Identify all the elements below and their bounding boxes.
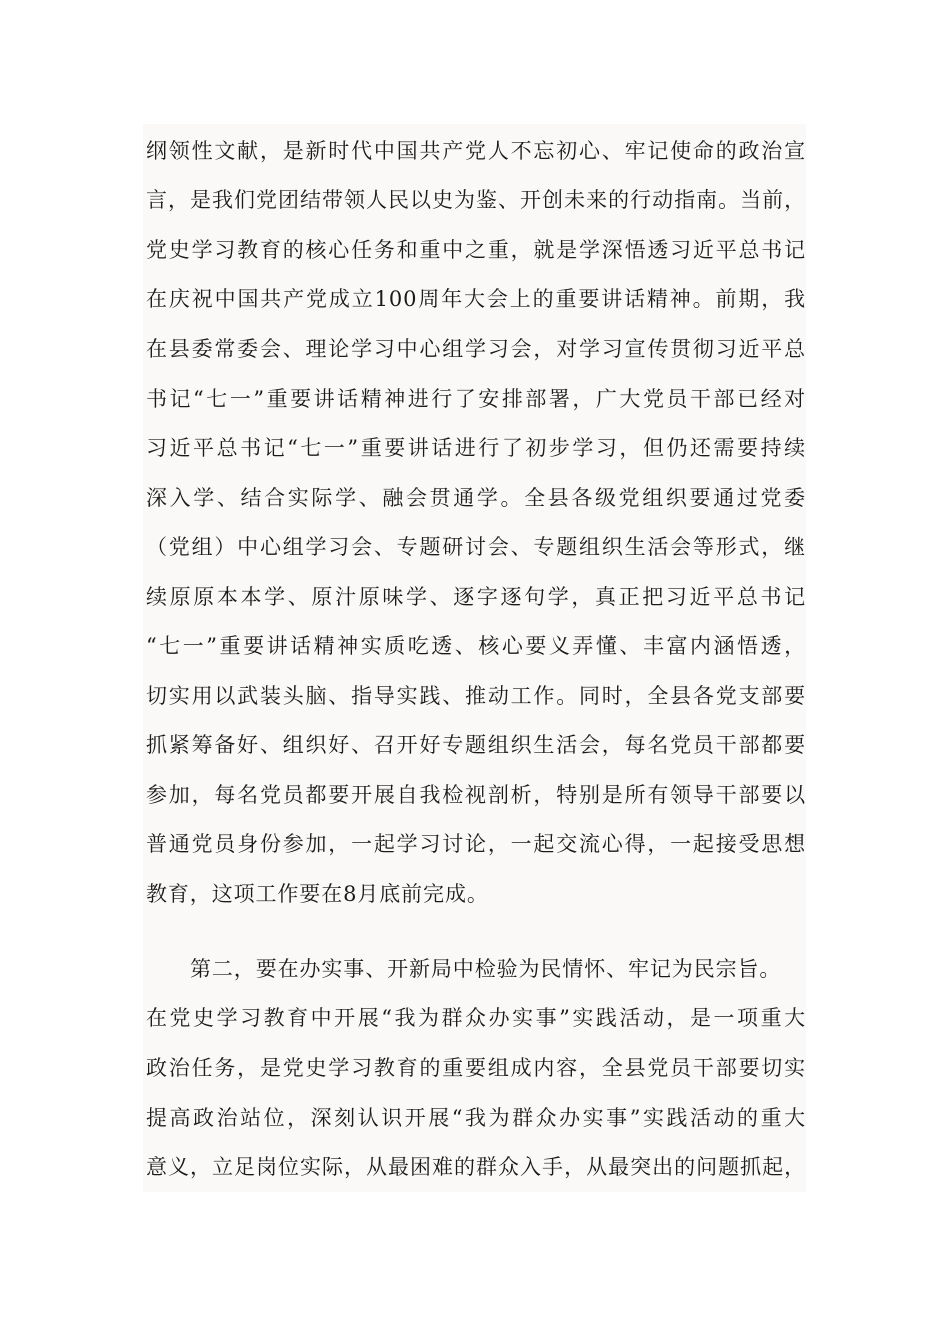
paragraph1-line-6: 书记“七一”重要讲话精神进行了安排部署，广大党员干部已经对 (146, 387, 806, 411)
paragraph1-line-9: （党组）中心组学习会、专题研讨会、专题组织生活会等形式，继 (146, 535, 806, 559)
paragraph2-line-5: 意义，立足岗位实际，从最困难的群众入手，从最突出的问题抓起， (146, 1155, 806, 1179)
paragraph2-line-3: 政治任务，是党史学习教育的重要组成内容，全县党员干部要切实 (146, 1056, 806, 1080)
paragraph1-line-11: “七一”重要讲话精神实质吃透、核心要义弄懂、丰富内涵悟透， (146, 634, 806, 658)
paragraph1-line-10: 续原原本本学、原汁原味学、逐字逐句学，真正把习近平总书记 (146, 585, 806, 609)
paragraph1-line-16: 教育，这项工作要在8月底前完成。 (146, 882, 489, 906)
paragraph2-line-1: 第二，要在办实事、开新局中检验为民情怀、牢记为民宗旨。 (190, 957, 782, 981)
paragraph1-line-5: 在县委常委会、理论学习中心组学习会，对学习宣传贯彻习近平总 (146, 337, 806, 361)
paragraph2-line-4: 提高政治站位，深刻认识开展“我为群众办实事”实践活动的重大 (146, 1106, 806, 1130)
paragraph1-line-7: 习近平总书记“七一”重要讲话进行了初步学习，但仍还需要持续 (146, 436, 806, 460)
paragraph1-line-15: 普通党员身份参加，一起学习讨论，一起交流心得，一起接受思想 (146, 832, 806, 856)
paragraph1-line-2: 言，是我们党团结带领人民以史为鉴、开创未来的行动指南。当前， (146, 188, 806, 212)
paragraph1-line-1: 纲领性文献，是新时代中国共产党人不忘初心、牢记使命的政治宣 (146, 139, 806, 163)
paragraph1-line-14: 参加，每名党员都要开展自我检视剖析，特别是所有领导干部要以 (146, 783, 806, 807)
paragraph1-line-12: 切实用以武装头脑、指导实践、推动工作。同时，全县各党支部要 (146, 684, 806, 708)
paragraph1-line-3: 党史学习教育的核心任务和重中之重，就是学深悟透习近平总书记 (146, 238, 806, 262)
paragraph1-line-4: 在庆祝中国共产党成立100周年大会上的重要讲话精神。前期，我 (146, 287, 806, 311)
paragraph2-line-2: 在党史学习教育中开展“我为群众办实事”实践活动，是一项重大 (146, 1006, 806, 1030)
paragraph1-line-13: 抓紧筹备好、组织好、召开好专题组织生活会，每名党员干部都要 (146, 733, 806, 757)
paragraph1-line-8: 深入学、结合实际学、融会贯通学。全县各级党组织要通过党委 (146, 486, 806, 510)
